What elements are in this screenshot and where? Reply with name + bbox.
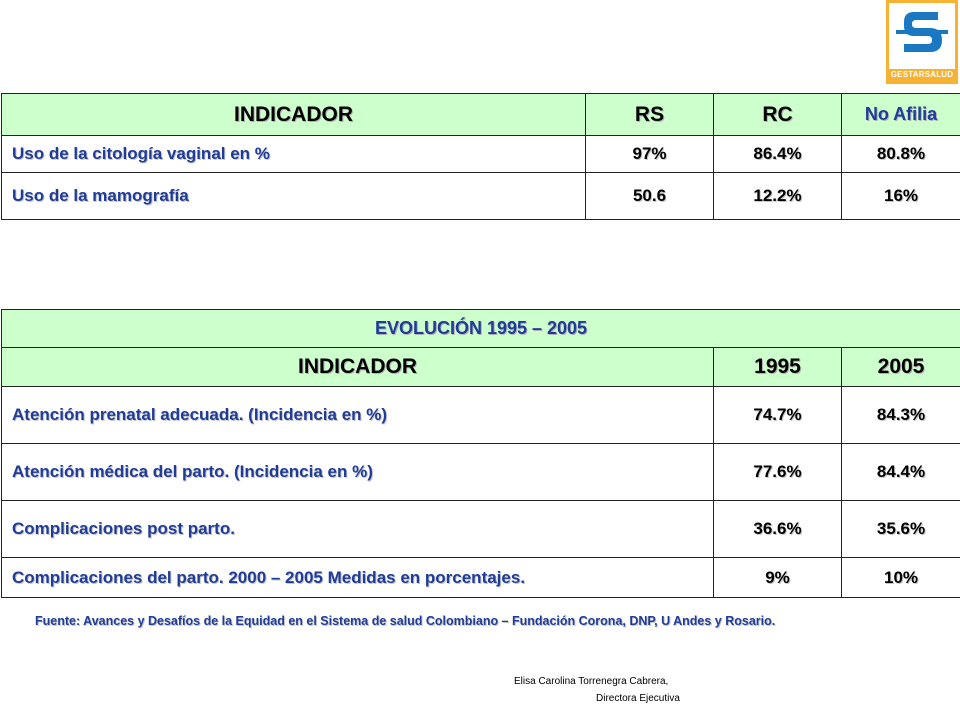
table-row	[2, 558, 960, 598]
table2-title-row	[2, 310, 960, 348]
source-citation: Fuente: Avances y Desafíos de la Equidad en el Sistema de salud Colombiano – Fundación Corona, DNP, U Andes y Rosario.	[35, 614, 776, 628]
header-no-afilia: No Afilia	[842, 94, 960, 136]
row-label: Atención médica del parto. (Incidencia en %)	[2, 444, 714, 501]
header-2005: 2005	[842, 348, 960, 387]
signature-role: Directora Ejecutiva	[596, 693, 680, 704]
value-rs: 97%	[586, 136, 714, 173]
header-rc: RC	[714, 94, 842, 136]
row-label: Uso de la citología vaginal en %	[2, 136, 586, 173]
value-rs: 50.6	[586, 173, 714, 220]
value-2005: 10%	[842, 558, 960, 598]
value-1995: 36.6%	[714, 501, 842, 558]
value-1995: 74.7%	[714, 387, 842, 444]
value-rc: 12.2%	[714, 173, 842, 220]
header-rs: RS	[586, 94, 714, 136]
header-indicador: INDICADOR	[2, 94, 586, 136]
header-1995: 1995	[714, 348, 842, 387]
value-1995: 9%	[714, 558, 842, 598]
row-label: Uso de la mamografía	[2, 173, 586, 220]
table-row	[2, 173, 960, 220]
evolution-title: EVOLUCIÓN 1995 – 2005	[2, 310, 960, 348]
value-no-afilia: 16%	[842, 173, 960, 220]
header-indicador: INDICADOR	[2, 348, 714, 387]
value-1995: 77.6%	[714, 444, 842, 501]
table-row	[2, 444, 960, 501]
row-label: Complicaciones del parto. 2000 – 2005 Medidas en porcentajes.	[2, 558, 714, 598]
table-row	[2, 501, 960, 558]
value-rc: 86.4%	[714, 136, 842, 173]
value-no-afilia: 80.8%	[842, 136, 960, 173]
value-2005: 35.6%	[842, 501, 960, 558]
indicator-table-by-regime	[1, 93, 960, 220]
row-label: Atención prenatal adecuada. (Incidencia en %)	[2, 387, 714, 444]
table-row	[2, 387, 960, 444]
signature-name: Elisa Carolina Torrenegra Cabrera,	[514, 676, 669, 687]
value-2005: 84.4%	[842, 444, 960, 501]
table1-header-row	[2, 94, 960, 136]
row-label: Complicaciones post parto.	[2, 501, 714, 558]
evolution-table	[1, 309, 960, 598]
gestarsalud-logo	[886, 0, 958, 84]
table2-header-row	[2, 348, 960, 387]
table-row	[2, 136, 960, 173]
logo-text: GESTARSALUD	[890, 70, 954, 79]
value-2005: 84.3%	[842, 387, 960, 444]
